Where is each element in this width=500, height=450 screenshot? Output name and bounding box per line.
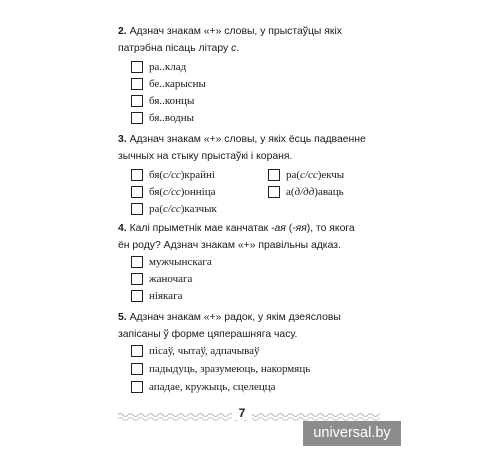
question-4-number: 4. xyxy=(118,223,127,234)
q4-option-1[interactable] xyxy=(131,254,212,270)
option-label: ніякага xyxy=(149,290,183,302)
q5-option-2[interactable] xyxy=(131,361,310,377)
q3-option-3[interactable] xyxy=(131,184,216,200)
checkbox[interactable] xyxy=(131,186,143,198)
checkbox[interactable] xyxy=(131,112,143,124)
question-2-line2-c: . xyxy=(236,43,240,54)
question-3-line1: Адзнач знакам «+» словы, у якіх ёсць падваенне xyxy=(129,134,366,145)
option-label: пісаў, чытаў, адпачываў xyxy=(149,345,260,357)
q3-option-1[interactable] xyxy=(131,167,215,183)
option-label: бя(с/сс)крайні xyxy=(149,169,215,181)
option-label: ра..клад xyxy=(149,61,187,73)
checkbox[interactable] xyxy=(131,345,143,357)
option-label: бя(с/сс)онніца xyxy=(149,186,216,198)
question-5-line2: запісаны ў форме цяперашняга часу. xyxy=(118,329,298,340)
option-label: ападае, кружыць, сцелецца xyxy=(149,381,276,393)
question-5-number: 5. xyxy=(118,312,127,323)
q2-option-2[interactable] xyxy=(131,76,206,92)
option-label: бе..карысны xyxy=(149,78,206,90)
option-label: ра(с/сс)казчык xyxy=(149,203,217,215)
option-label: ра(с/сс)екчы xyxy=(286,169,345,181)
checkbox[interactable] xyxy=(131,381,143,393)
q2-option-3[interactable] xyxy=(131,93,194,109)
checkbox[interactable] xyxy=(131,256,143,268)
option-label: бя..концы xyxy=(149,95,195,107)
option-label: падыдуць, зразумеюць, накормяць xyxy=(149,363,311,375)
q3-option-4[interactable] xyxy=(268,184,344,200)
checkbox[interactable] xyxy=(131,169,143,181)
option-label: мужчынскага xyxy=(149,256,212,268)
q3-option-2[interactable] xyxy=(268,167,344,183)
question-4-ending-1: -ая xyxy=(271,223,286,234)
question-4-line1-e: ), то якога xyxy=(306,223,355,234)
q3-option-5[interactable] xyxy=(131,201,217,217)
question-4-line1-c: ( xyxy=(285,223,293,234)
question-2-line2-a: патрэбна пісаць літару xyxy=(118,43,232,54)
option-label: а(д/дд)аваць xyxy=(286,186,344,198)
question-2-line1: Адзнач знакам «+» словы, у прыстаўцы якіх xyxy=(129,26,342,37)
question-4-line2: ён роду? Адзнач знакам «+» правільны адказ. xyxy=(118,240,341,251)
page-number: 7 xyxy=(232,406,252,420)
option-label: бя..водны xyxy=(149,112,195,124)
checkbox[interactable] xyxy=(131,273,143,285)
q5-option-3[interactable] xyxy=(131,379,276,395)
checkbox[interactable] xyxy=(131,290,143,302)
question-3-line2: зычных на стыку прыстаўкі і кораня. xyxy=(118,151,293,162)
option-label: жаночага xyxy=(149,273,193,285)
q4-option-3[interactable] xyxy=(131,288,182,304)
checkbox[interactable] xyxy=(268,169,280,181)
question-2-letter: с xyxy=(231,43,237,54)
q4-option-2[interactable] xyxy=(131,271,192,287)
question-5-text xyxy=(118,309,378,343)
question-2-text xyxy=(118,23,378,57)
question-3-number: 3. xyxy=(118,134,127,145)
question-5-line1: Адзнач знакам «+» радок, у якім дзеясловы xyxy=(129,312,341,323)
question-2-number: 2. xyxy=(118,26,127,37)
checkbox[interactable] xyxy=(131,363,143,375)
question-3-text xyxy=(118,131,378,165)
checkbox[interactable] xyxy=(131,78,143,90)
checkbox[interactable] xyxy=(268,186,280,198)
q2-option-1[interactable] xyxy=(131,59,186,75)
watermark: universal.by xyxy=(303,421,401,446)
q2-option-4[interactable] xyxy=(131,110,194,126)
q5-option-1[interactable] xyxy=(131,343,260,359)
checkbox[interactable] xyxy=(131,95,143,107)
question-4-line1-a: Калі прыметнік мае канчатак xyxy=(129,223,272,234)
question-4-ending-2: -яя xyxy=(292,223,307,234)
checkbox[interactable] xyxy=(131,203,143,215)
checkbox[interactable] xyxy=(131,61,143,73)
question-4-text xyxy=(118,220,378,254)
